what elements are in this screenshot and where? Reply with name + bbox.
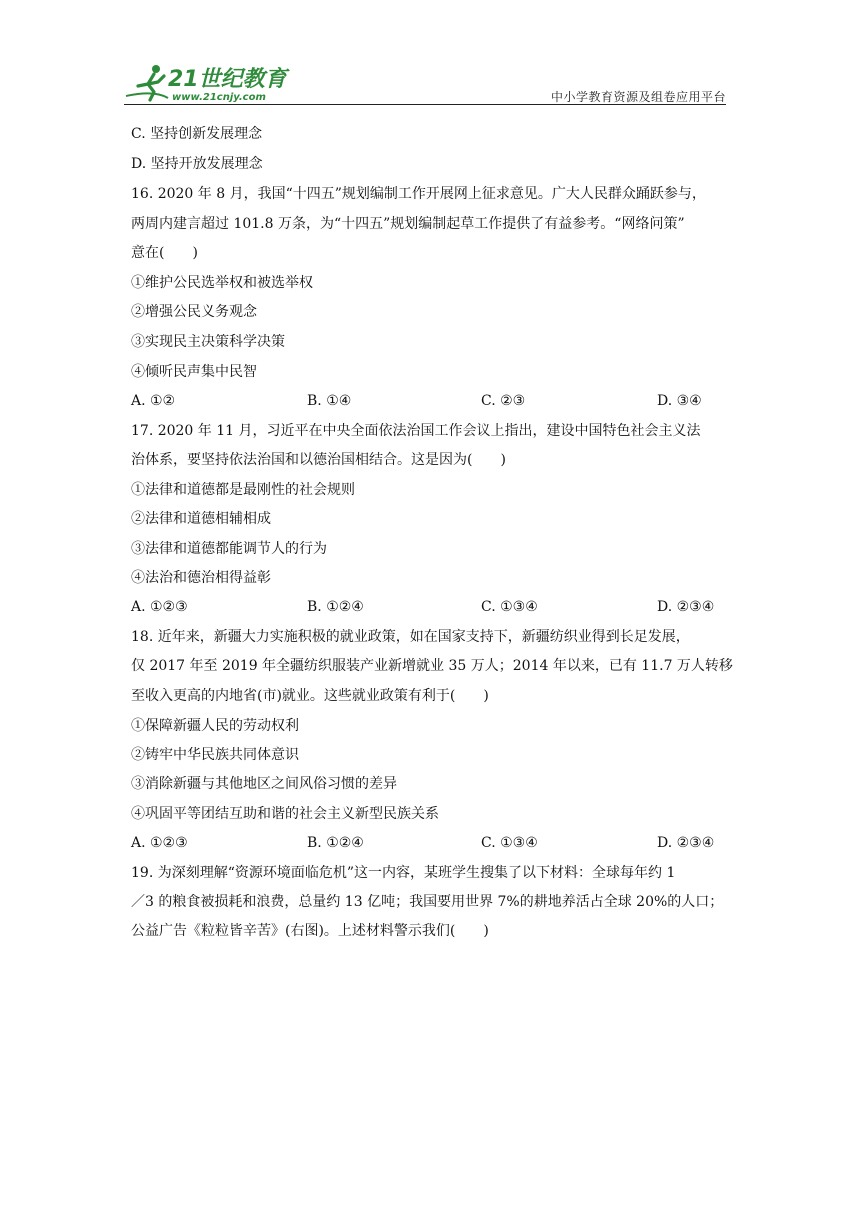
q19-stem-line-2: ／3 的粮食被损耗和浪费，总量约 13 亿吨；我国要用世界 7%的耕地养活占全球 20%的人口； xyxy=(131,894,724,910)
q16-item-3: ③实现民主决策科学决策 xyxy=(131,334,285,350)
q16-choice-a: A. ①② xyxy=(131,393,176,409)
q19-stem-line-3: 公益广告《粒粒皆辛苦》(右图)。上述材料警示我们( ) xyxy=(131,923,489,939)
header-platform-name: 中小学教育资源及组卷应用平台 xyxy=(550,90,726,104)
q15-option-c: C. 坚持创新发展理念 xyxy=(131,126,263,142)
q16-item-2: ②增强公民义务观念 xyxy=(131,304,257,320)
q18-choice-c: C. ①③④ xyxy=(481,835,538,851)
q16-choice-d: D. ③④ xyxy=(657,393,702,409)
q18-stem-line-2: 仅 2017 年至 2019 年全疆纺织服装产业新增就业 35 万人；2014 年以来，已有 11.7 万人转移 xyxy=(131,658,733,674)
q16-choice-c: C. ②③ xyxy=(481,393,526,409)
q16-item-4: ④倾听民声集中民智 xyxy=(131,364,257,380)
q17-choice-b: B. ①②④ xyxy=(307,599,364,615)
q16-stem-line-1: 16. 2020 年 8 月，我国“十四五”规划编制工作开展网上征求意见。广大人民群众踊跃参与， xyxy=(131,186,706,202)
q17-choice-d: D. ②③④ xyxy=(657,599,715,615)
q17-item-2: ②法律和道德相辅相成 xyxy=(131,511,271,527)
q16-stem-line-3: 意在( ) xyxy=(131,245,198,261)
q17-choice-a: A. ①②③ xyxy=(131,599,188,615)
logo-url: www.21cnjy.com xyxy=(172,92,266,103)
q17-stem-line-1: 17. 2020 年 11 月，习近平在中央全面依法治国工作会议上指出，建设中国特色社会主义法 xyxy=(131,423,701,439)
q18-item-1: ①保障新疆人民的劳动权利 xyxy=(131,718,299,734)
q18-choice-b: B. ①②④ xyxy=(307,835,364,851)
q17-stem-line-2: 治体系，要坚持依法治国和以德治国相结合。这是因为( ) xyxy=(131,452,506,468)
q18-stem-line-3: 至收入更高的内地省(市)就业。这些就业政策有利于( ) xyxy=(131,688,489,704)
q16-choice-b: B. ①④ xyxy=(307,393,352,409)
q17-item-1: ①法律和道德都是最刚性的社会规则 xyxy=(131,482,355,498)
q17-item-4: ④法治和德治相得益彰 xyxy=(131,570,271,586)
q15-option-d: D. 坚持开放发展理念 xyxy=(131,156,263,172)
q17-choice-c: C. ①③④ xyxy=(481,599,538,615)
q16-stem-line-2: 两周内建言超过 101.8 万条，为“十四五”规划编制起草工作提供了有益参考。“网络问策” xyxy=(131,216,685,232)
q17-item-3: ③法律和道德都能调节人的行为 xyxy=(131,541,327,557)
21cnjy-logo xyxy=(124,62,294,104)
logo-text: 21世纪教育 xyxy=(168,67,287,92)
q18-stem-line-1: 18. 近年来，新疆大力实施积极的就业政策，如在国家支持下，新疆纺织业得到长足发展， xyxy=(131,629,690,645)
q18-item-3: ③消除新疆与其他地区之间风俗习惯的差异 xyxy=(131,776,397,792)
q16-item-1: ①维护公民选举权和被选举权 xyxy=(131,275,313,291)
q18-item-2: ②铸牢中华民族共同体意识 xyxy=(131,747,299,763)
q18-choice-a: A. ①②③ xyxy=(131,835,188,851)
q18-choice-d: D. ②③④ xyxy=(657,835,715,851)
q19-stem-line-1: 19. 为深刻理解“资源环境面临危机”这一内容，某班学生搜集了以下材料：全球每年约 1 xyxy=(131,865,676,881)
q18-item-4: ④巩固平等团结互助和谐的社会主义新型民族关系 xyxy=(131,806,439,822)
